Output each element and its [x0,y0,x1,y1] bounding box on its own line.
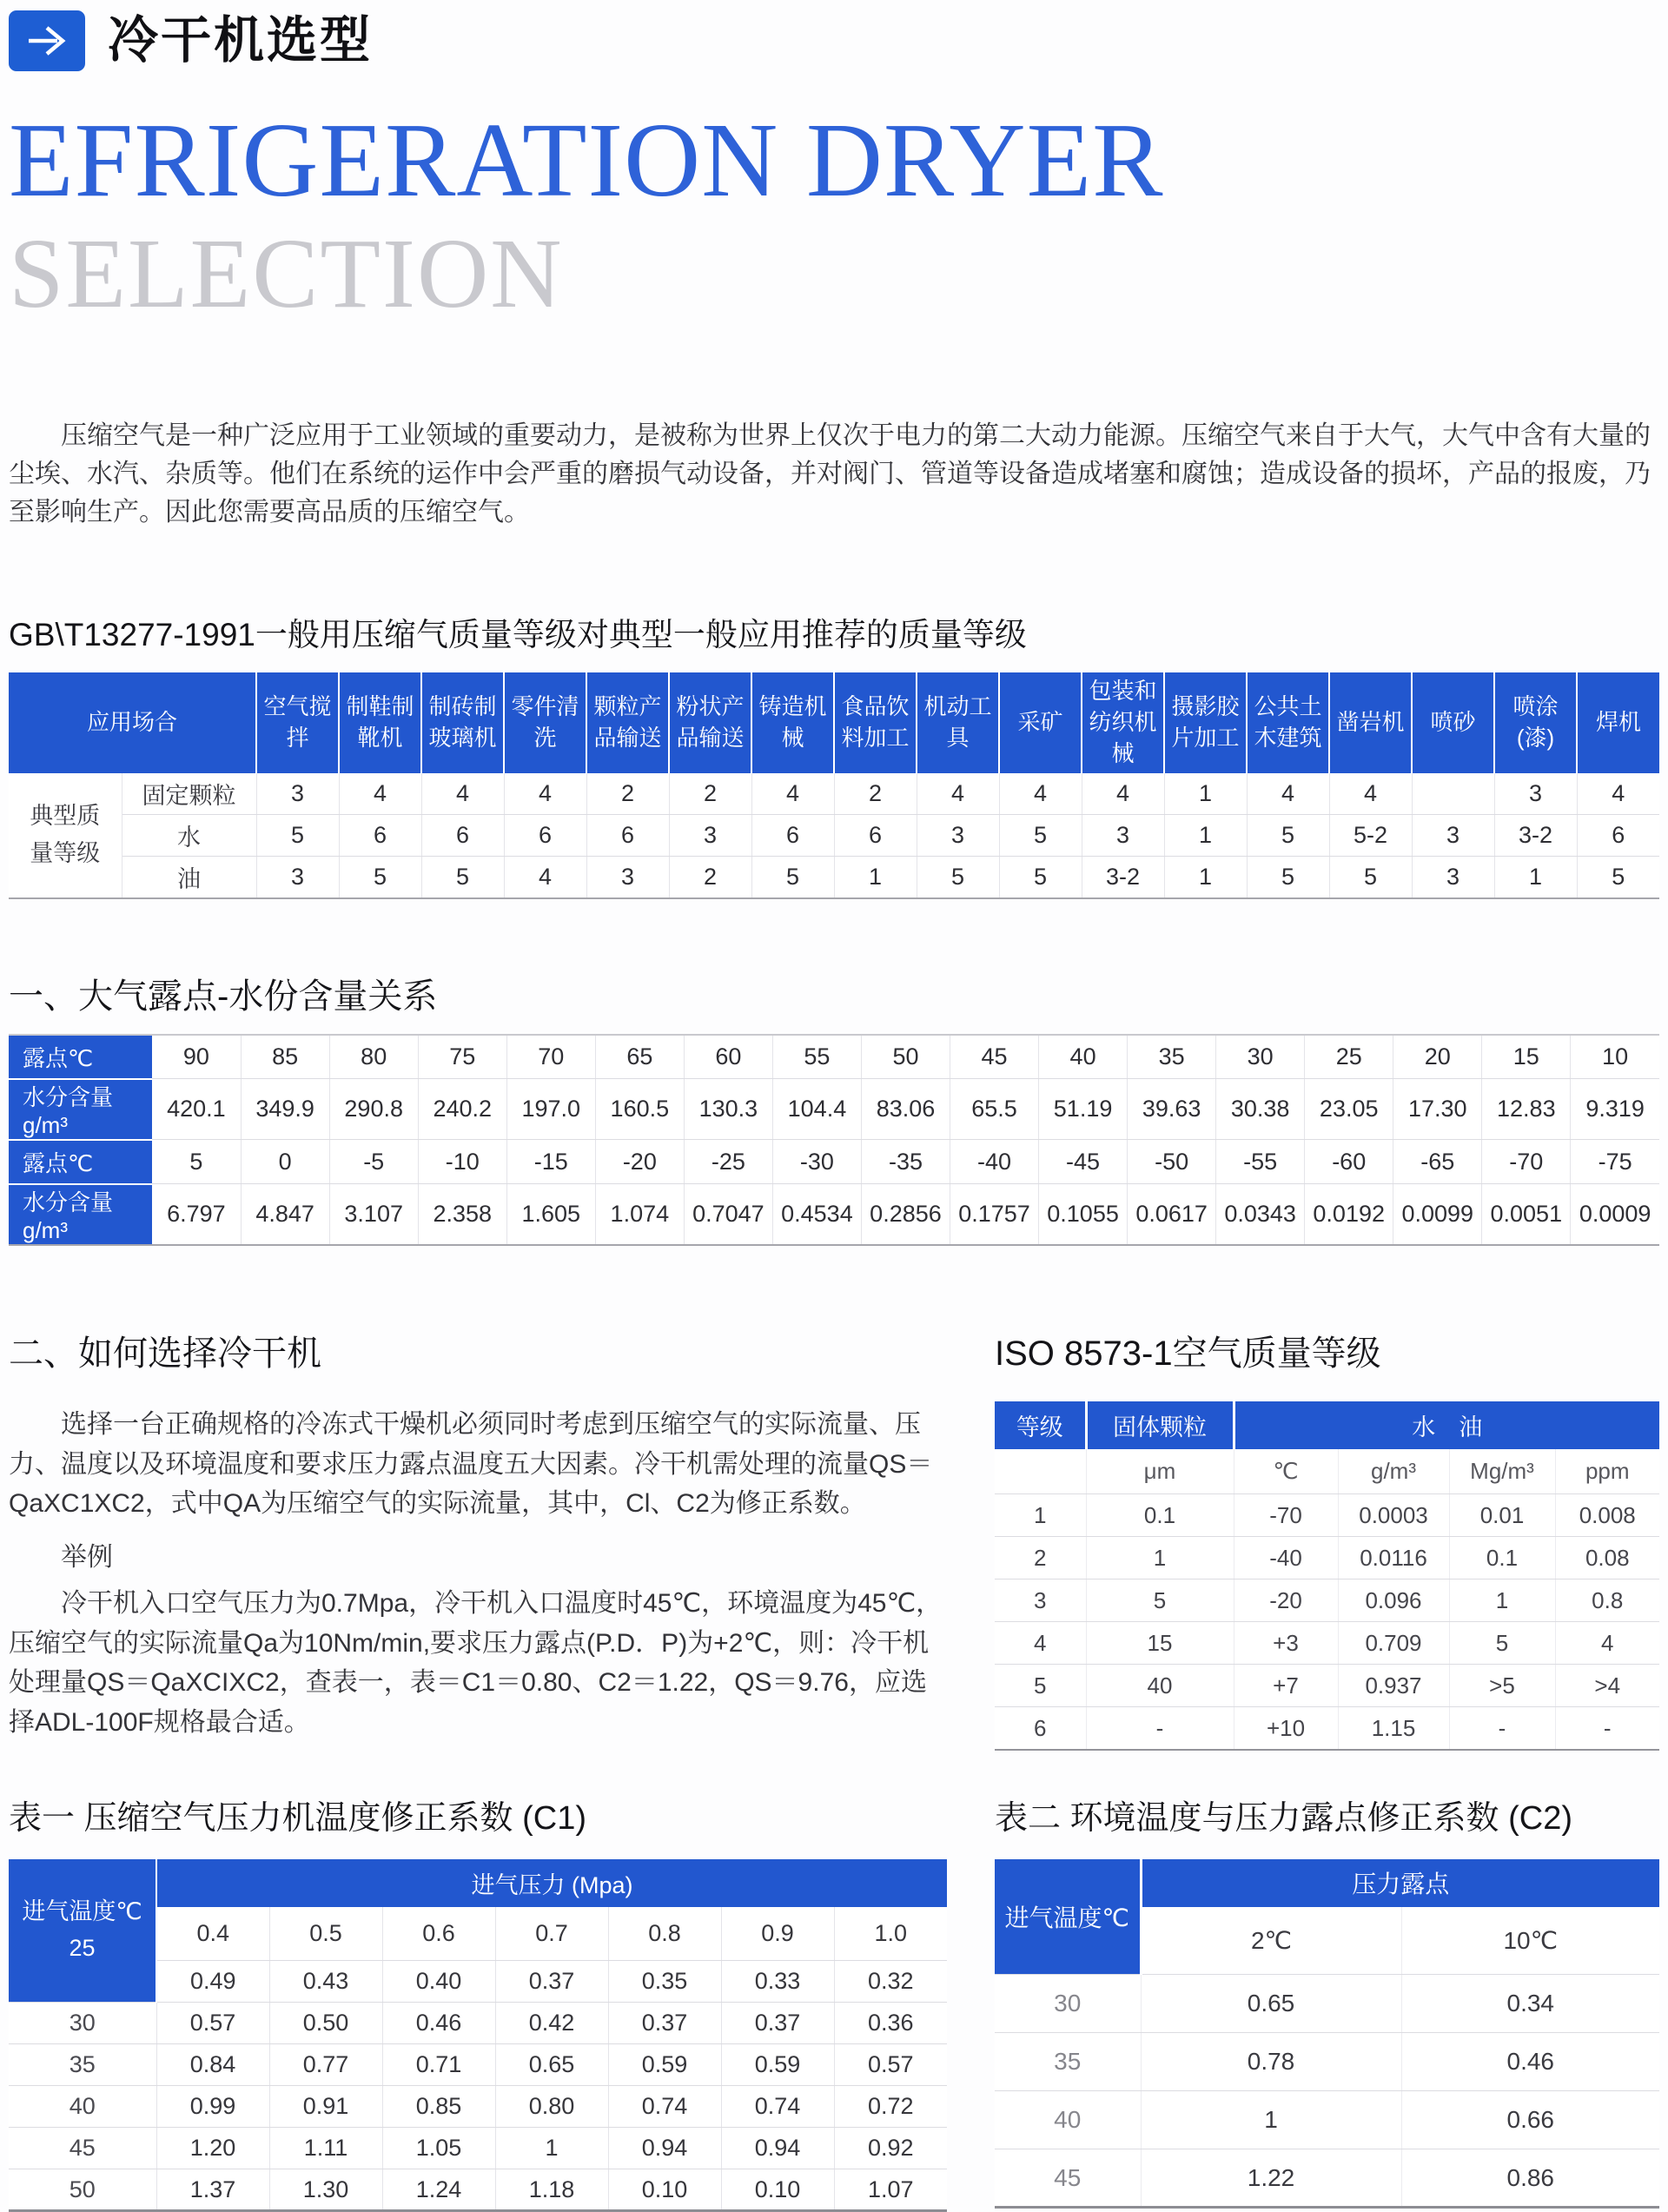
c1-cell: 0.84 [156,2044,269,2086]
c1-cell: 1 [495,2128,608,2169]
dew-cell: 0.0343 [1216,1184,1305,1245]
intro-paragraph: 压缩空气是一种广泛应用于工业领域的重要动力，是被称为世界上仅次于电力的第二大动力能源。压缩空气来自于大气，大气中含有大量的尘埃、水汽、杂质等。他们在系统的运作中会严重的磨损气动设备，并对阀门、管道等设备造成堵塞和腐蚀；造成设备的损坏，产品的报废，乃至影响生产。因此您需要高品质的压缩空气。 [9,421,1651,527]
iso-table-title: ISO 8573-1空气质量等级 [995,1334,1381,1373]
gb-cell: 5 [421,857,504,898]
dew-cell: -45 [1039,1140,1128,1184]
dew-cell: 70 [506,1035,595,1079]
gb-cell: 2 [586,773,669,815]
iso-cell: 0.08 [1555,1537,1659,1580]
gb-row-label: 固定颗粒 [122,773,256,815]
iso-cell: 1 [1449,1580,1555,1622]
gb-cell: 5 [1247,857,1329,898]
c1-cell: 0.33 [721,1961,834,2003]
iso-cell: 1 [1086,1537,1234,1580]
c1-row-label: 50 [9,2169,156,2211]
dew-cell: -65 [1393,1140,1482,1184]
gb-cell: 4 [999,773,1082,815]
c1-pressure-value: 0.4 [156,1907,269,1961]
dew-cell: 30 [1216,1035,1305,1079]
gb-cell: 5 [1329,857,1412,898]
gb-column-header: 制砖制玻璃机 [421,672,504,773]
gb-cell: 1 [834,857,917,898]
gb-cell: 4 [421,773,504,815]
gb-cell: 4 [1082,773,1164,815]
c1-pressure-value: 0.7 [495,1907,608,1961]
gb-column-header: 零件清洗 [504,672,586,773]
gb-cell: 3-2 [1082,857,1164,898]
c1-cell: 0.50 [269,2003,382,2044]
c1-cell: 0.36 [834,2003,947,2044]
iso-cell: 15 [1086,1622,1234,1665]
dew-row-label: 水分含量g/m³ [9,1184,152,1245]
dew-cell: 0 [241,1140,329,1184]
dew-cell: 0.4534 [772,1184,861,1245]
dew-cell: -55 [1216,1140,1305,1184]
gb-cell: 3 [256,773,339,815]
gb-cell: 3 [256,857,339,898]
dew-cell: 23.05 [1305,1079,1393,1140]
gb-cell: 3 [1412,815,1494,857]
iso-cell: 0.937 [1338,1665,1449,1707]
c1-cell: 1.30 [269,2169,382,2211]
gb-column-header: 包装和纺织机械 [1082,672,1164,773]
doc-header [9,10,1659,71]
c1-pressure-header: 进气压力 (Mpa) [156,1859,947,1907]
gb-cell: 5-2 [1329,815,1412,857]
bottom-columns [9,1791,1659,2212]
gb-cell: 2 [669,773,751,815]
dew-cell: 6.797 [152,1184,241,1245]
c1-cell: 0.65 [495,2044,608,2086]
c1-cell: 0.85 [382,2086,495,2128]
dew-cell: 0.0617 [1128,1184,1216,1245]
iso-cell: 2 [995,1537,1086,1580]
iso-cell: 5 [995,1665,1086,1707]
table-c1-title: 表一 压缩空气压力机温度修正系数 (C1) [9,1799,587,1837]
gb-column-header: 空气搅拌 [256,672,339,773]
dew-row-label: 水分含量g/m³ [9,1079,152,1140]
c1-row-label: 35 [9,2044,156,2086]
dewpoint-correction-table-c2 [995,1859,1659,2209]
c1-cell: 0.40 [382,1961,495,2003]
dew-cell: 197.0 [506,1079,595,1140]
c1-cell: 0.80 [495,2086,608,2128]
c2-subheader: 10℃ [1401,1907,1659,1975]
dew-cell: 51.19 [1039,1079,1128,1140]
gb-cell: 3 [669,815,751,857]
gb-cell: 3 [586,857,669,898]
gb-cell: 6 [421,815,504,857]
section-one-title: 一、大气露点-水份含量关系 [9,977,438,1016]
dew-cell: -25 [684,1140,772,1184]
dew-cell: 65 [595,1035,684,1079]
iso-cell: 5 [1086,1580,1234,1622]
example-paragraph: 冷干机入口空气压力为0.7Mpa，冷干机入口温度时45℃，环境温度为45℃，压缩空气的实际流量Qa为10Nm/min,要求压力露点(P.D．P)为+2℃，则：冷干机处理量QS＝QaXCIXC2，查表一，表＝C1＝0.80、C2＝1.22，QS＝9.76，应选择ADL-100F规格最合适。 [9,1589,943,1738]
c2-cell: 1.22 [1141,2149,1401,2208]
dew-cell: 349.9 [241,1079,329,1140]
iso-cell: >4 [1555,1665,1659,1707]
iso-cell: 40 [1086,1665,1234,1707]
gb-column-header: 铸造机械 [751,672,834,773]
gb-cell: 1 [1164,857,1247,898]
gb-cell: 6 [586,815,669,857]
gb-column-header: 喷砂 [1412,672,1494,773]
c1-cell: 0.57 [156,2003,269,2044]
c1-cell: 0.59 [608,2044,721,2086]
dew-cell: 55 [772,1035,861,1079]
iso-cell: 0.096 [1338,1580,1449,1622]
c2-corner-header: 进气温度℃ [995,1859,1141,1975]
iso-cell: 0.0116 [1338,1537,1449,1580]
iso-air-quality-table [995,1401,1659,1751]
dew-cell: 50 [861,1035,950,1079]
dew-cell: 0.2856 [861,1184,950,1245]
gb-corner-header: 应用场合 [9,672,256,773]
c2-cell: 0.86 [1506,2163,1554,2191]
iso-cell: 6 [995,1707,1086,1750]
dew-cell: 39.63 [1128,1079,1216,1140]
c2-row-label: 40 [995,2091,1141,2149]
c1-cell: 0.72 [834,2086,947,2128]
blue-icon-box [9,10,85,71]
c1-cell: 1.24 [382,2169,495,2211]
c2-cell: 1 [1141,2091,1401,2149]
middle-columns [9,1326,1659,1751]
c1-cell: 1.37 [156,2169,269,2211]
c1-cell: 1.11 [269,2128,382,2169]
dew-cell: 83.06 [861,1079,950,1140]
dew-row-label: 露点℃ [9,1140,152,1184]
iso-cell: 0.709 [1338,1622,1449,1665]
dew-cell: 2.358 [418,1184,506,1245]
gb-cell: 6 [339,815,421,857]
c1-corner-header [9,1859,156,2003]
iso-cell: 3 [995,1580,1086,1622]
c1-cell: 0.94 [721,2128,834,2169]
dew-cell: 60 [684,1035,772,1079]
iso-solids-header: 固体颗粒 [1086,1401,1234,1449]
gb-cell: 6 [504,815,586,857]
c1-cell: 0.74 [721,2086,834,2128]
iso-cell: 0.1 [1086,1494,1234,1537]
dew-cell: -35 [861,1140,950,1184]
dew-cell: 65.5 [950,1079,1039,1140]
dew-cell: 10 [1571,1035,1659,1079]
dew-cell: 0.0051 [1482,1184,1571,1245]
c1-cell: 1.18 [495,2169,608,2211]
c1-cell: 0.94 [608,2128,721,2169]
iso-unit-cell: ppm [1555,1449,1659,1494]
dew-cell: -70 [1482,1140,1571,1184]
c1-cell: 1.20 [156,2128,269,2169]
c1-cell: 0.42 [495,2003,608,2044]
c2-row-label: 30 [995,1975,1141,2033]
c2-row-label: 35 [995,2033,1141,2091]
dew-cell: 0.0099 [1393,1184,1482,1245]
c1-pressure-value: 1.0 [834,1907,947,1961]
iso-cell: 0.0003 [1338,1494,1449,1537]
page-title: 冷干机选型 [108,12,374,69]
iso-grade-header: 等级 [995,1401,1086,1449]
dew-cell: 4.847 [241,1184,329,1245]
c1-row-label: 40 [9,2086,156,2128]
gb-cell: 1 [1494,857,1577,898]
hero-title-primary: EFRIGERATION DRYER [9,102,1164,219]
gb-row-label: 油 [122,857,256,898]
iso-unit-cell: ℃ [1234,1449,1338,1494]
dew-cell: 80 [329,1035,418,1079]
dew-cell: 420.1 [152,1079,241,1140]
iso-water-oil-header: 水 油 [1234,1401,1659,1449]
dew-cell: 45 [950,1035,1039,1079]
table-c2-column [995,1791,1659,2209]
dew-cell: 130.3 [684,1079,772,1140]
c1-cell: 0.91 [269,2086,382,2128]
gb-cell: 5 [751,857,834,898]
dew-cell: 240.2 [418,1079,506,1140]
gb-cell: 5 [1247,815,1329,857]
iso-cell: 4 [1555,1622,1659,1665]
c2-row-label: 45 [995,2149,1141,2208]
gb-cell: 3 [1082,815,1164,857]
iso-cell: - [1449,1707,1555,1750]
dew-cell: 30.38 [1216,1079,1305,1140]
dew-cell: 3.107 [329,1184,418,1245]
dew-cell: -10 [418,1140,506,1184]
iso-cell: - [1086,1707,1234,1750]
c2-dewpoint-header: 压力露点 [1141,1859,1659,1907]
c1-pressure-value: 0.9 [721,1907,834,1961]
dew-cell: -40 [950,1140,1039,1184]
dew-cell: 12.83 [1482,1079,1571,1140]
c1-pressure-value: 0.5 [269,1907,382,1961]
iso-cell: 0.8 [1555,1580,1659,1622]
gb-row-label: 水 [122,815,256,857]
gb-cell: 6 [834,815,917,857]
dew-cell: -15 [506,1140,595,1184]
c1-cell: 0.59 [721,2044,834,2086]
gb-cell: 5 [999,815,1082,857]
dew-cell: -50 [1128,1140,1216,1184]
c1-row-label: 30 [9,2003,156,2044]
dew-cell: 104.4 [772,1079,861,1140]
gb-cell: 4 [917,773,999,815]
gb-cell: 6 [1577,815,1659,857]
iso-cell: 0.008 [1555,1494,1659,1537]
gb-column-header: 摄影胶片加工 [1164,672,1247,773]
gb-cell: 2 [834,773,917,815]
gb-cell: 5 [339,857,421,898]
hero-title-secondary: SELECTION [9,218,564,328]
gb-column-header: 采矿 [999,672,1082,773]
dew-point-moisture-table [9,1034,1659,1246]
c1-cell: 0.49 [156,1961,269,2003]
dew-cell: 290.8 [329,1079,418,1140]
dew-cell: 35 [1128,1035,1216,1079]
dew-cell: 0.0192 [1305,1184,1393,1245]
gb-cell [1412,773,1494,815]
iso-cell: -70 [1234,1494,1338,1537]
iso-cell: 1.15 [1338,1707,1449,1750]
dew-cell: 15 [1482,1035,1571,1079]
dew-row-label: 露点℃ [9,1035,152,1079]
c1-row-label: 45 [9,2128,156,2169]
iso-cell: +10 [1234,1707,1338,1750]
gb-cell: 1 [1164,815,1247,857]
c1-cell: 1.05 [382,2128,495,2169]
gb-table-title: GB\T13277-1991一般用压缩气质量等级对典型一般应用推荐的质量等级 [9,617,1027,653]
table-c1-column [9,1791,947,2212]
gb-cell: 2 [669,857,751,898]
dew-cell: 9.319 [1571,1079,1659,1140]
gb-column-header: 粉状产品输送 [669,672,751,773]
c2-cell: 0.46 [1401,2033,1659,2091]
dew-cell: -5 [329,1140,418,1184]
arrow-right-icon [24,22,70,60]
gb-cell: 5 [917,857,999,898]
gb-cell: 4 [339,773,421,815]
c1-cell: 0.57 [834,2044,947,2086]
iso-column [995,1326,1659,1751]
table-c2-title: 表二 环境温度与压力露点修正系数 (C2) [995,1799,1573,1837]
c2-cell: 0.34 [1401,1975,1659,2033]
c1-corner-first-temp: 25 [69,1935,96,1962]
c1-cell: 0.10 [608,2169,721,2211]
iso-unit-cell: g/m³ [1338,1449,1449,1494]
iso-cell: 4 [995,1622,1086,1665]
gb-cell: 3 [1494,773,1577,815]
gb-column-header: 食品饮料加工 [834,672,917,773]
gb-column-header: 制鞋制靴机 [339,672,421,773]
example-label: 举例 [61,1542,113,1572]
dew-cell: 75 [418,1035,506,1079]
gb-cell: 4 [1329,773,1412,815]
section-two-column [9,1326,947,1743]
iso-cell: 0.1 [1449,1537,1555,1580]
c1-cell: 0.74 [608,2086,721,2128]
dew-cell: 5 [152,1140,241,1184]
c2-cell: 0.78 [1141,2033,1401,2091]
dew-cell: 160.5 [595,1079,684,1140]
c1-pressure-value: 0.6 [382,1907,495,1961]
c1-cell: 0.37 [721,2003,834,2044]
c2-subheader: 2℃ [1141,1907,1401,1975]
iso-cell: - [1603,1714,1612,1741]
gb-cell: 6 [751,815,834,857]
section-two-title: 二、如何选择冷干机 [9,1334,321,1373]
dew-cell: 17.30 [1393,1079,1482,1140]
c1-cell: 0.43 [269,1961,382,2003]
dew-cell: 0.1055 [1039,1184,1128,1245]
c1-pressure-value: 0.8 [608,1907,721,1961]
dew-cell: 90 [152,1035,241,1079]
dew-cell: -20 [595,1140,684,1184]
dew-cell: 1.605 [506,1184,595,1245]
gb-cell: 5 [256,815,339,857]
gb-cell: 5 [999,857,1082,898]
gb-column-header: 焊机 [1577,672,1659,773]
c1-cell: 0.37 [608,2003,721,2044]
c1-cell: 0.35 [608,1961,721,2003]
selection-paragraph: 选择一台正确规格的冷冻式干燥机必须同时考虑到压缩空气的实际流量、压力、温度以及环境温度和要求压力露点温度五大因素。冷干机需处理的流量QS＝QaXC1XC2，式中QA为压缩空气的实际流量，其中，Cl、C2为修正系数。 [9,1409,933,1519]
c1-cell: 0.77 [269,2044,382,2086]
gb-cell: 4 [504,857,586,898]
dew-cell: 85 [241,1035,329,1079]
iso-cell: +3 [1234,1622,1338,1665]
gb-quality-grade-table [9,672,1659,899]
dew-cell: 20 [1393,1035,1482,1079]
gb-cell: 5 [1577,857,1659,898]
gb-column-header: 机动工具 [917,672,999,773]
c1-cell: 1.07 [868,2176,914,2202]
dew-cell: 0.1757 [950,1184,1039,1245]
gb-cell: 3 [917,815,999,857]
dew-cell: 40 [1039,1035,1128,1079]
dew-cell: 1.074 [595,1184,684,1245]
dew-cell: 0.0009 [1579,1201,1651,1228]
gb-row-group-label: 典型质量等级 [9,773,122,898]
iso-cell: 1 [995,1494,1086,1537]
iso-unit-cell [995,1449,1086,1494]
gb-column-header: 公共土木建筑 [1247,672,1329,773]
c1-cell: 0.37 [495,1961,608,2003]
iso-cell: -20 [1234,1580,1338,1622]
gb-column-header: 喷涂(漆) [1494,672,1577,773]
gb-cell: 3 [1412,857,1494,898]
c2-cell: 0.65 [1141,1975,1401,2033]
gb-cell: 4 [1247,773,1329,815]
c1-cell: 0.92 [834,2128,947,2169]
c1-corner-label: 进气温度℃ [22,1898,142,1925]
gb-cell: 4 [751,773,834,815]
iso-cell: +7 [1234,1665,1338,1707]
gb-column-header: 凿岩机 [1329,672,1412,773]
c1-cell: 0.10 [721,2169,834,2211]
gb-cell: 4 [1577,773,1659,815]
gb-cell: 1 [1164,773,1247,815]
iso-cell: >5 [1449,1665,1555,1707]
c1-cell: 0.71 [382,2044,495,2086]
iso-cell: -40 [1234,1537,1338,1580]
c2-cell: 0.66 [1401,2091,1659,2149]
c1-cell: 0.46 [382,2003,495,2044]
c1-cell: 0.32 [834,1961,947,2003]
dew-cell: 25 [1305,1035,1393,1079]
iso-cell: 0.01 [1449,1494,1555,1537]
gb-column-header: 颗粒产品输送 [586,672,669,773]
c1-cell: 0.99 [156,2086,269,2128]
iso-unit-cell: Mg/m³ [1449,1449,1555,1494]
gb-cell: 4 [504,773,586,815]
iso-cell: 5 [1449,1622,1555,1665]
temperature-correction-table-c1 [9,1859,947,2212]
dew-cell: -75 [1571,1140,1659,1184]
gb-cell: 3-2 [1494,815,1577,857]
dew-cell: -30 [772,1140,861,1184]
dew-cell: -60 [1305,1140,1393,1184]
iso-unit-cell: μm [1086,1449,1234,1494]
dew-cell: 0.7047 [684,1184,772,1245]
